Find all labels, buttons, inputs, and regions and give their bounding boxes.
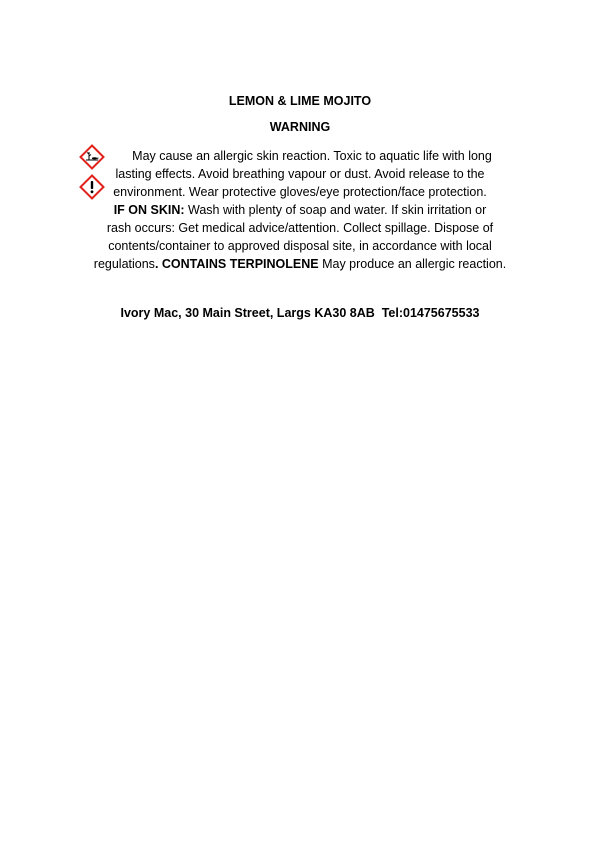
hazard-statement-line: May cause an allergic skin reaction. Toxic to aquatic life with long	[132, 149, 492, 163]
if-on-skin-heading: IF ON SKIN:	[113, 203, 185, 217]
precaution-statement-line: IF ON SKIN: Wash with plenty of soap and water. If skin irritation or	[113, 203, 487, 217]
product-name: LEMON & LIME MOJITO	[228, 94, 372, 108]
contains-ingredient: . CONTAINS TERPINOLENE	[154, 257, 319, 271]
precaution-statement-line: rash occurs: Get medical advice/attention. Collect spillage. Dispose of	[106, 221, 494, 235]
precaution-statement-line: contents/container to approved disposal site, in accordance with local	[108, 239, 492, 253]
signal-word: WARNING	[269, 120, 331, 134]
precaution-statement-line: environment. Wear protective gloves/eye protection/face protection.	[113, 185, 487, 199]
supplier-address: Ivory Mac, 30 Main Street, Largs KA30 8AB Tel:01475675533	[120, 306, 480, 320]
hazard-statement-line: lasting effects. Avoid breathing vapour or dust. Avoid release to the	[115, 167, 485, 181]
contains-statement-line: regulations. CONTAINS TERPINOLENE May produce an allergic reaction.	[93, 257, 507, 271]
